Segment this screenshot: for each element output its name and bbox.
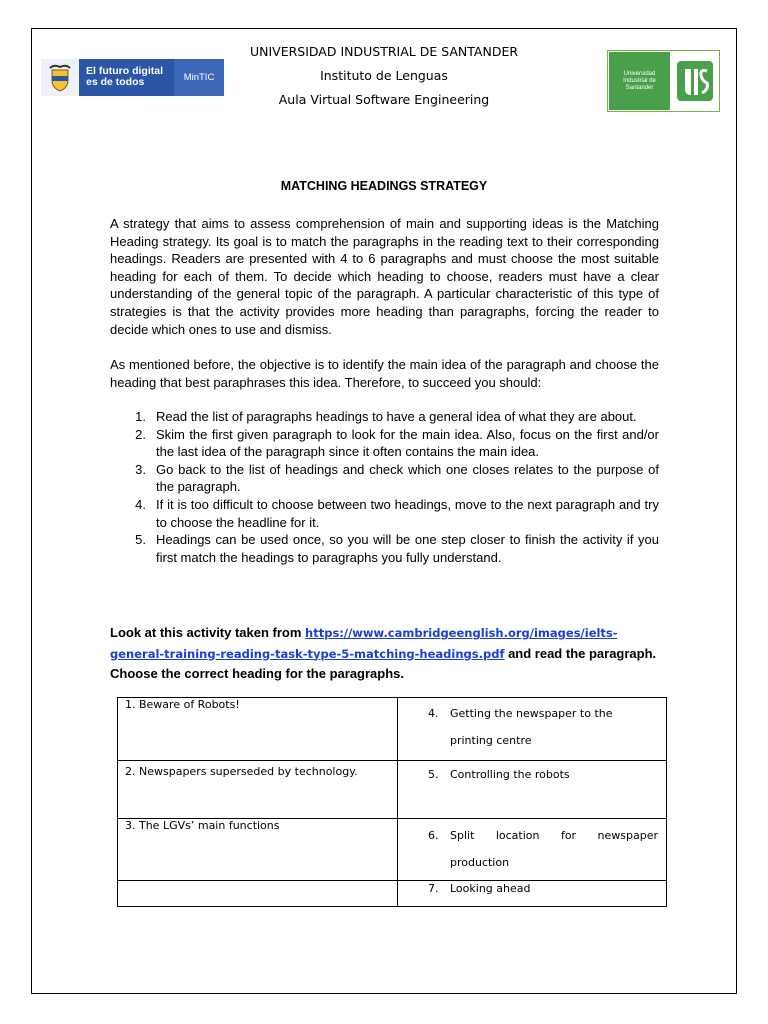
table-row [118,819,667,881]
table-cell: 7. Looking ahead [398,881,667,907]
mintic-slogan: El futuro digital es de todos [79,59,174,96]
list-item: 2. Skim the first given paragraph to look for the main idea. Also, focus on the first and/or the last idea of the paragraph since it often contains the main idea. [135,426,659,460]
list-item: 3. Go back to the list of headings and check which one closes relates to the purpose of the paragraph. [135,461,659,495]
list-item: 5. Headings can be used once, so you will be one step closer to finish the activity if you first match the headings to paragraphs you fully understand. [135,532,659,565]
table-cell: 3. The LGVs’ main functions [118,819,398,881]
cambridge-link[interactable]: https://www.cambridgeenglish.org/images/ielts-general-training-reading-task-type-5-matching-headings.pdf [110,626,618,661]
headings-table [117,697,667,907]
list-item: 1. Read the list of paragraphs headings to have a general idea of what they are about. [135,409,637,424]
mintic-badge: MinTIC [174,59,224,96]
mintic-logo [41,59,224,96]
institute-name: Instituto de Lenguas [320,68,448,83]
university-name: UNIVERSIDAD INDUSTRIAL DE SANTANDER [249,44,519,59]
table-row [118,761,667,819]
document-title: MATCHING HEADINGS STRATEGY [280,179,488,193]
table-cell: 2. Newspapers superseded by technology. [118,761,398,819]
table-row [118,881,667,907]
table-cell [118,881,398,907]
table-cell: 1. Beware of Robots! [118,698,398,761]
course-name: Aula Virtual Software Engineering [278,92,490,107]
table-row [118,698,667,761]
uis-monogram-icon [671,51,719,111]
uis-logo [607,50,720,112]
uis-logo-text: Universidad Industrial de Santander [609,52,670,110]
strategy-steps-list [110,408,659,566]
activity-instructions [110,623,670,684]
activity-tail: and read the paragraph. Choose the correct heading for the paragraphs. [110,645,657,681]
list-item: 4. If it is too difficult to choose between two headings, move to the next paragraph and try to choose the headline for it. [135,496,659,530]
intro-paragraph: A strategy that aims to assess comprehension of main and supporting ideas is the Matching Heading strategy. Its goal is to match the paragraphs in the reading text to their corresponding headings. Readers are presented with 4 to 6 paragraphs and must choose the most suitable heading for each of them. To decide which heading to choose, readers must have a clear understanding of the general topic of the paragraph. A particular characteristic of this type of strategies is that the activity provides more heading than paragraphs, forcing the reader to decide which ones to use and dismiss. [110,216,659,337]
table-cell: 5. Controlling the robots [398,761,667,819]
objective-paragraph: As mentioned before, the objective is to identify the main idea of the paragraph and choose the heading that best paraphrases this idea. Therefore, to succeed you should: [110,357,659,390]
coat-of-arms-icon [41,59,79,96]
table-cell: 4. Getting the newspaper to the printing centre [398,698,667,761]
activity-lead: Look at this activity taken from [110,625,306,640]
table-cell: 6. Split location for newspaper production [398,819,667,881]
